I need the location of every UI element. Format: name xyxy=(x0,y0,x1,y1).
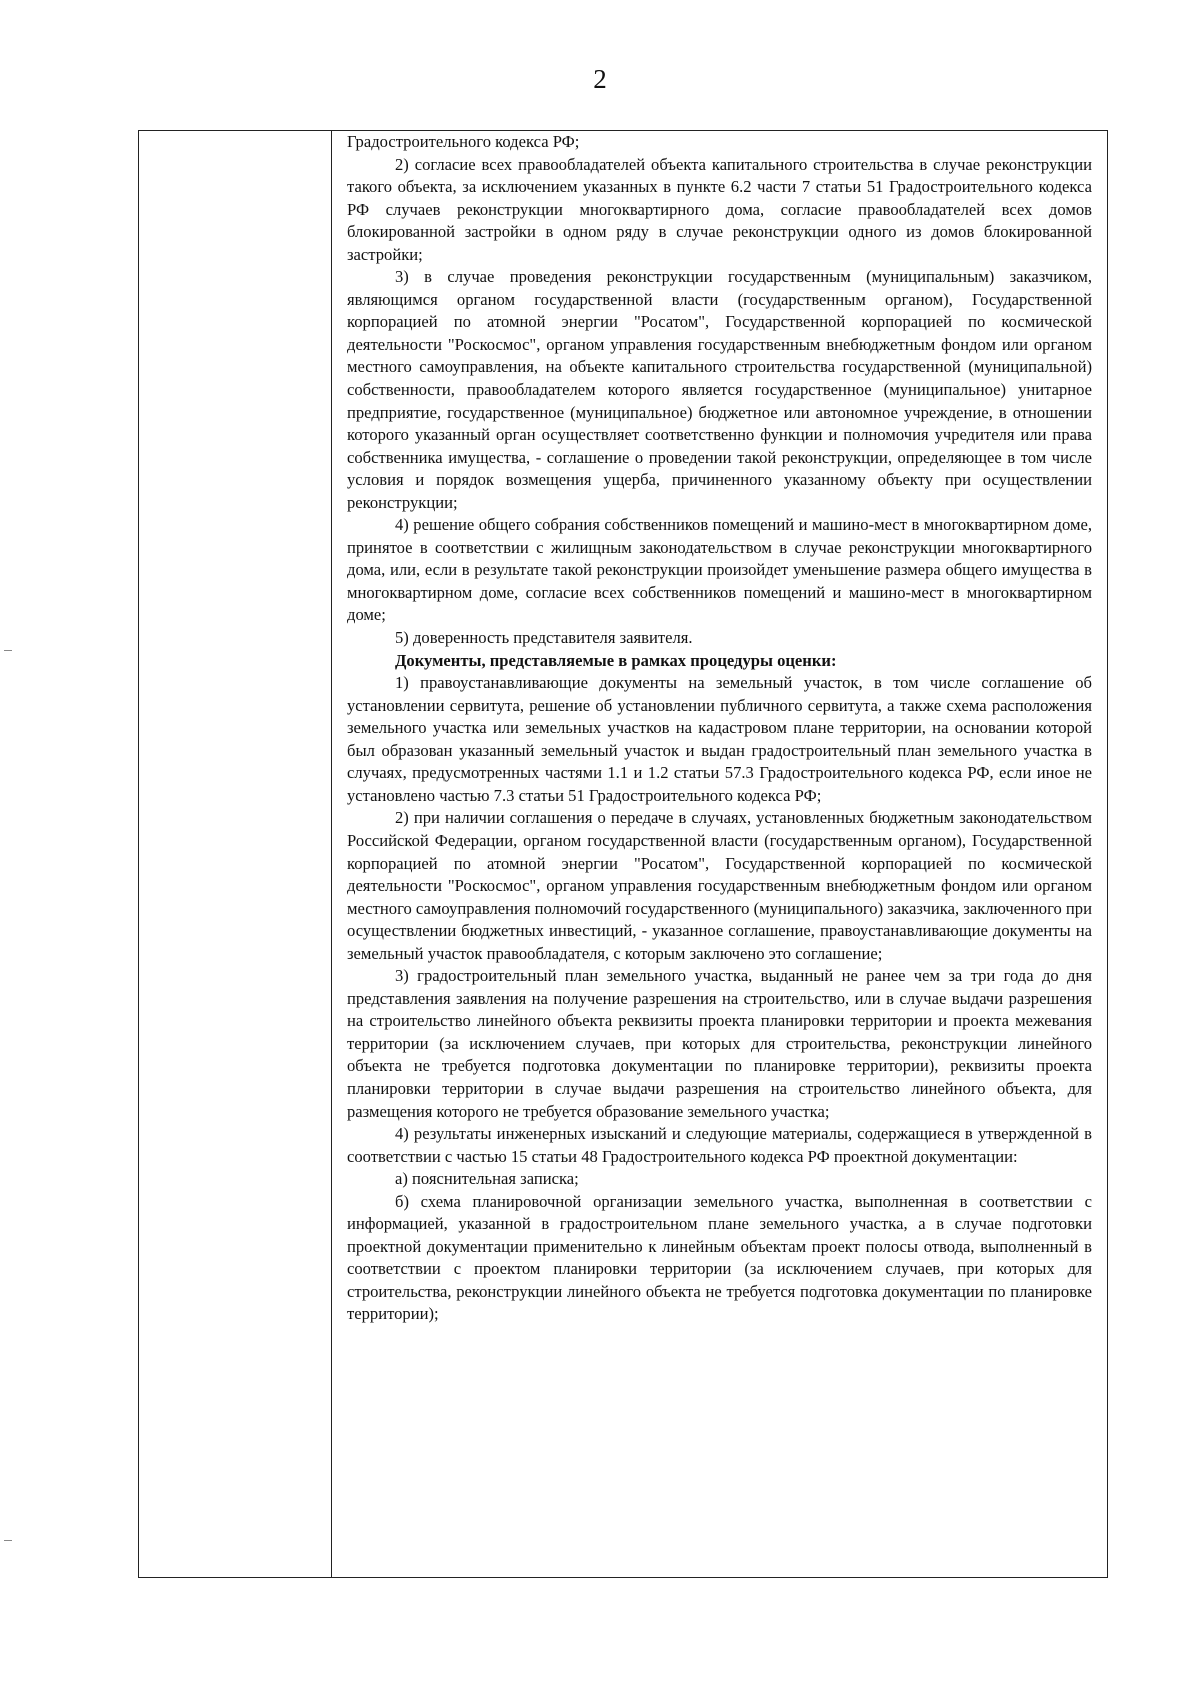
paragraph: а) пояснительная записка; xyxy=(395,1169,579,1189)
paragraph: 4) решение общего собрания собственников помещений и машино-мест в многоквартирном доме, принятое в соответствии с жилищным законодательством в случае реконструкции многоквартирного дома, или, если в результате такой реконструкции произойдет уменьшение размера общего имущества в многоквартирном доме, согласие всех собственников помещений и машино-мест в многоквартирном доме; xyxy=(347,515,1092,625)
document-body xyxy=(347,131,1092,1326)
paragraph: б) схема планировочной организации земельного участка, выполненная в соответствии с информацией, указанной в градостроительном плане земельного участка, а в случае подготовки проектной документации применительно к линейным объектам проект полосы отвода, выполненный в соответствии с проектом планировки территории (за исключением случаев, при которых для строительства, реконструкции линейного объекта не требуется подготовка документации по планировке территории); xyxy=(347,1191,1092,1324)
paragraph: 5) доверенность представителя заявителя. xyxy=(395,628,693,648)
paragraph: 1) правоустанавливающие документы на земельный участок, в том числе соглашение об установлении сервитута, решение об установлении публичного сервитута, а также схема расположения земельного участка или земельных участков на кадастровом плане территории, на основании которой был образован указанный земельный участок и выдан градостроительный план земельного участка в случаях, предусмотренных частями 1.1 и 1.2 статьи 57.3 Градостроительного кодекса РФ, если иное не установлено частью 7.3 статьи 51 Градостроительного кодекса РФ; xyxy=(347,673,1092,805)
page-number: 2 xyxy=(593,64,607,94)
paragraph: 3) в случае проведения реконструкции государственным (муниципальным) заказчиком, являющимся органом государственной власти (государственным органом), Государственной корпорацией по атомной энергии "Росатом", Государственной корпорацией по космической деятельности "Роскосмос", органом управления государственным внебюджетным фондом или органом местного самоуправления, на объекте капитального строительства государственной (муниципальной) собственности, правообладателем которого является государственное (муниципальное) унитарное предприятие, государственное (муниципальное) бюджетное или автономное учреждение, в отношении которого указанный орган осуществляет соответственно функции и полномочия учредителя или права собственника имущества, - соглашение о проведении такой реконструкции, определяющее в том числе условия и порядок возмещения ущерба, причиненного указанному объекту при осуществлении реконструкции; xyxy=(347,267,1092,512)
margin-mark xyxy=(4,1540,12,1541)
margin-mark xyxy=(4,650,12,651)
paragraph: 2) согласие всех правообладателей объекта капитального строительства в случае реконструкции такого объекта, за исключением указанных в пункте 6.2 части 7 статьи 51 Градостроительного кодекса РФ случаев реконструкции многоквартирного дома, согласие правообладателей всех домов блокированной застройки в одном ряду в случае реконструкции одного из домов блокированной застройки; xyxy=(347,154,1092,264)
document-table xyxy=(138,130,1108,1578)
paragraph: 2) при наличии соглашения о передаче в случаях, установленных бюджетным законодательством Российской Федерации, органом государственной власти (государственным органом), Государственной корпорацией по атомной энергии "Росатом", Государственной корпорацией по космической деятельности "Роскосмос", органом управления государственным внебюджетным фондом или органом местного самоуправления полномочий государственного (муниципального) заказчика, заключенного при осуществлении бюджетных инвестиций, - указанное соглашение, правоустанавливающие документы на земельный участок правообладателя, с которым заключено это соглашение; xyxy=(347,808,1092,963)
paragraph: Градостроительного кодекса РФ; xyxy=(347,132,580,151)
paragraph: 3) градостроительный план земельного участка, выданный не ранее чем за три года до дня представления заявления на получение разрешения на строительство, или в случае выдачи разрешения на строительство линейного объекта реквизиты проекта планировки территории и проекта межевания территории (за исключением случаев, при которых для строительства, реконструкции линейного объекта не требуется подготовка документации по планировке территории), реквизиты проекта планировки территории в случае выдачи разрешения на строительство линейного объекта, для размещения которого не требуется образование земельного участка; xyxy=(347,966,1092,1121)
paragraph: 4) результаты инженерных изысканий и следующие материалы, содержащиеся в утвержденной в соответствии с частью 15 статьи 48 Градостроительного кодекса РФ проектной документации: xyxy=(347,1124,1092,1166)
column-divider xyxy=(331,131,332,1577)
section-heading: Документы, представляемые в рамках процедуры оценки: xyxy=(395,650,837,670)
